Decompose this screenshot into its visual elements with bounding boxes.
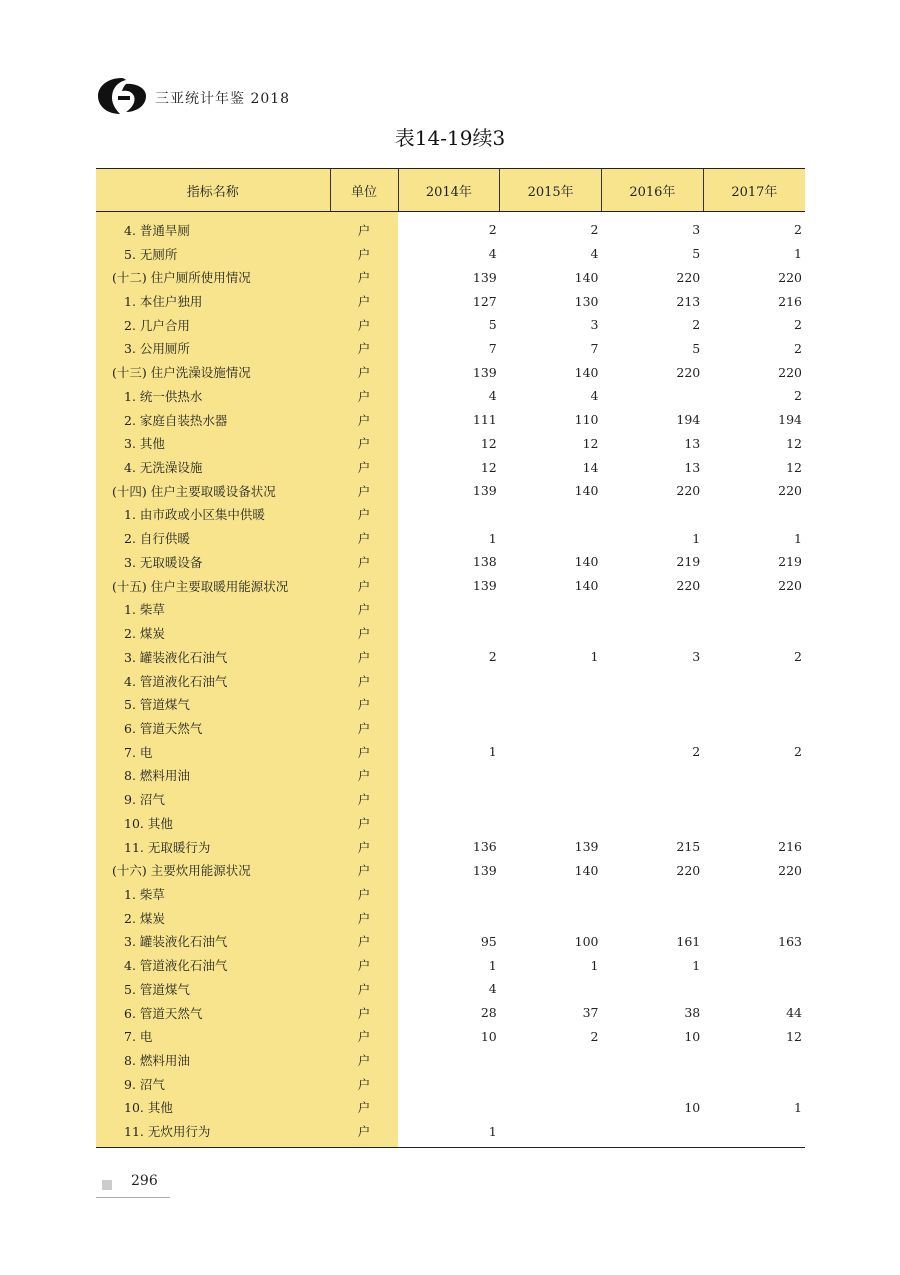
row-value-2015: 3 xyxy=(590,317,599,333)
row-value-2014: 139 xyxy=(472,483,497,499)
row-value-2014 xyxy=(398,811,500,835)
row-indicator-name: (十五) 住户主要取暖用能源状况 xyxy=(96,574,330,598)
table-row xyxy=(96,953,805,977)
row-indicator-name: 1. 本住户独用 xyxy=(96,289,330,313)
row-indicator-name: 7. 电 xyxy=(96,1024,330,1048)
row-value-2017: 220 xyxy=(778,578,802,594)
header-indicator-name: 指标名称 xyxy=(96,169,330,212)
table-row xyxy=(96,360,805,384)
row-value-2016 xyxy=(602,787,704,811)
table-row xyxy=(96,882,805,906)
table-title: 表14-19续3 xyxy=(394,126,506,150)
row-unit: 户 xyxy=(330,1048,398,1072)
row-value-2014: 4 xyxy=(488,246,497,262)
row-value-2015 xyxy=(500,1048,602,1072)
row-value-2015: 140 xyxy=(574,554,599,570)
table-row xyxy=(96,503,805,527)
row-indicator-name: (十六) 主要炊用能源状况 xyxy=(96,858,330,882)
statistics-table xyxy=(96,168,805,1148)
row-unit: 户 xyxy=(330,503,398,527)
header-year-2015: 2015年 xyxy=(500,169,602,212)
row-value-2016: 10 xyxy=(684,1028,701,1044)
row-value-2015: 139 xyxy=(574,839,599,855)
table-row xyxy=(96,645,805,669)
row-value-2015 xyxy=(500,598,602,622)
row-value-2014: 1 xyxy=(488,744,497,760)
row-value-2017 xyxy=(703,621,805,645)
row-value-2017: 219 xyxy=(778,554,802,570)
row-value-2014: 4 xyxy=(488,981,497,997)
row-value-2016 xyxy=(602,811,704,835)
row-value-2016 xyxy=(602,621,704,645)
row-indicator-name: 7. 电 xyxy=(96,740,330,764)
row-value-2017 xyxy=(703,716,805,740)
row-value-2016 xyxy=(602,882,704,906)
row-value-2014: 7 xyxy=(488,340,497,356)
row-unit: 户 xyxy=(330,787,398,811)
row-unit: 户 xyxy=(330,1096,398,1120)
row-value-2014 xyxy=(398,882,500,906)
table-row xyxy=(96,242,805,266)
table-row xyxy=(96,1119,805,1147)
table-row xyxy=(96,574,805,598)
row-value-2016 xyxy=(602,384,704,408)
row-value-2015 xyxy=(500,621,602,645)
row-value-2016: 5 xyxy=(692,246,701,262)
row-unit: 户 xyxy=(330,835,398,859)
row-value-2017: 12 xyxy=(786,459,802,475)
row-value-2017 xyxy=(703,787,805,811)
row-value-2015: 100 xyxy=(574,933,599,949)
table-row xyxy=(96,408,805,432)
table-row xyxy=(96,740,805,764)
row-value-2014 xyxy=(398,906,500,930)
row-value-2015: 140 xyxy=(574,364,599,380)
table-row xyxy=(96,835,805,859)
row-value-2017 xyxy=(703,906,805,930)
row-indicator-name: 11. 无炊用行为 xyxy=(96,1119,330,1147)
row-indicator-name: (十二) 住户厕所使用情况 xyxy=(96,265,330,289)
row-value-2016: 215 xyxy=(676,839,701,855)
row-value-2017: 12 xyxy=(786,1028,802,1044)
row-value-2014: 28 xyxy=(480,1005,497,1021)
row-unit: 户 xyxy=(330,1001,398,1025)
row-indicator-name: 1. 统一供热水 xyxy=(96,384,330,408)
row-value-2015 xyxy=(500,692,602,716)
row-unit: 户 xyxy=(330,408,398,432)
row-value-2016: 220 xyxy=(676,578,701,594)
row-value-2016 xyxy=(602,906,704,930)
row-value-2015 xyxy=(500,740,602,764)
row-value-2014: 4 xyxy=(488,388,497,404)
row-value-2014: 95 xyxy=(480,933,497,949)
row-value-2017: 163 xyxy=(778,933,802,949)
row-value-2015: 140 xyxy=(574,862,599,878)
row-value-2015: 140 xyxy=(574,269,599,285)
row-value-2015: 4 xyxy=(590,246,599,262)
row-unit: 户 xyxy=(330,953,398,977)
row-value-2015: 140 xyxy=(574,483,599,499)
row-value-2016: 1 xyxy=(692,530,701,546)
table-row xyxy=(96,906,805,930)
row-value-2017: 44 xyxy=(786,1005,802,1021)
table-row xyxy=(96,692,805,716)
row-value-2016 xyxy=(602,1072,704,1096)
table-row xyxy=(96,313,805,337)
row-value-2016: 220 xyxy=(676,269,701,285)
row-unit: 户 xyxy=(330,1024,398,1048)
row-value-2015 xyxy=(500,503,602,527)
table-body xyxy=(96,212,805,1148)
row-value-2016 xyxy=(602,503,704,527)
row-value-2015: 2 xyxy=(590,1028,599,1044)
row-value-2015: 12 xyxy=(582,435,599,451)
header-year-2014: 2014年 xyxy=(398,169,500,212)
row-value-2015: 1 xyxy=(590,957,599,973)
row-indicator-name: 1. 柴草 xyxy=(96,598,330,622)
row-value-2014 xyxy=(398,598,500,622)
row-unit: 户 xyxy=(330,716,398,740)
table-row xyxy=(96,289,805,313)
row-value-2017 xyxy=(703,503,805,527)
row-indicator-name: 4. 管道液化石油气 xyxy=(96,669,330,693)
table-row xyxy=(96,811,805,835)
row-unit: 户 xyxy=(330,242,398,266)
row-value-2017: 216 xyxy=(778,839,802,855)
row-value-2017: 220 xyxy=(778,269,802,285)
row-indicator-name: 2. 家庭自装热水器 xyxy=(96,408,330,432)
row-indicator-name: 10. 其他 xyxy=(96,811,330,835)
row-unit: 户 xyxy=(330,764,398,788)
row-value-2014: 1 xyxy=(488,530,497,546)
table-row xyxy=(96,858,805,882)
table-row xyxy=(96,479,805,503)
row-value-2017: 2 xyxy=(794,317,802,333)
row-value-2017 xyxy=(703,977,805,1001)
table-row xyxy=(96,455,805,479)
row-value-2016 xyxy=(602,1119,704,1147)
row-unit: 户 xyxy=(330,598,398,622)
row-unit: 户 xyxy=(330,265,398,289)
row-value-2017 xyxy=(703,953,805,977)
row-value-2016 xyxy=(602,669,704,693)
row-value-2014: 136 xyxy=(472,839,497,855)
row-value-2016: 1 xyxy=(692,957,701,973)
row-value-2016: 3 xyxy=(692,649,701,665)
row-value-2015: 37 xyxy=(582,1005,599,1021)
row-value-2015: 1 xyxy=(590,649,599,665)
row-indicator-name: 5. 管道煤气 xyxy=(96,977,330,1001)
row-indicator-name: 2. 煤炭 xyxy=(96,621,330,645)
row-unit: 户 xyxy=(330,740,398,764)
row-value-2014: 139 xyxy=(472,862,497,878)
row-indicator-name: 2. 煤炭 xyxy=(96,906,330,930)
row-indicator-name: 11. 无取暖行为 xyxy=(96,835,330,859)
row-unit: 户 xyxy=(330,384,398,408)
header-year-2017: 2017年 xyxy=(703,169,805,212)
row-indicator-name: 6. 管道天然气 xyxy=(96,1001,330,1025)
row-value-2014 xyxy=(398,1048,500,1072)
row-value-2014 xyxy=(398,787,500,811)
row-value-2015 xyxy=(500,526,602,550)
row-unit: 户 xyxy=(330,882,398,906)
row-value-2015: 110 xyxy=(574,412,599,428)
row-value-2017: 2 xyxy=(794,340,802,356)
row-value-2015 xyxy=(500,716,602,740)
row-value-2017 xyxy=(703,598,805,622)
row-value-2014 xyxy=(398,692,500,716)
row-indicator-name: 1. 由市政或小区集中供暖 xyxy=(96,503,330,527)
row-value-2015: 14 xyxy=(582,459,599,475)
table-row xyxy=(96,550,805,574)
row-indicator-name: (十四) 住户主要取暖设备状况 xyxy=(96,479,330,503)
row-value-2014: 2 xyxy=(488,649,497,665)
row-unit: 户 xyxy=(330,455,398,479)
table-row xyxy=(96,977,805,1001)
row-unit: 户 xyxy=(330,692,398,716)
row-value-2014 xyxy=(398,1096,500,1120)
table-row xyxy=(96,265,805,289)
row-value-2017: 2 xyxy=(794,649,802,665)
table-header-row xyxy=(96,169,805,212)
row-indicator-name: 3. 罐装液化石油气 xyxy=(96,645,330,669)
row-unit: 户 xyxy=(330,212,398,242)
table-row xyxy=(96,787,805,811)
row-value-2015 xyxy=(500,882,602,906)
row-value-2016: 5 xyxy=(692,340,701,356)
table-row xyxy=(96,212,805,242)
row-value-2016: 220 xyxy=(676,364,701,380)
table-row xyxy=(96,431,805,455)
row-value-2014 xyxy=(398,764,500,788)
row-value-2015 xyxy=(500,811,602,835)
row-value-2015 xyxy=(500,977,602,1001)
row-value-2016: 219 xyxy=(676,554,701,570)
row-unit: 户 xyxy=(330,479,398,503)
header-year-2016: 2016年 xyxy=(602,169,704,212)
row-value-2017: 220 xyxy=(778,483,802,499)
row-unit: 户 xyxy=(330,669,398,693)
table-row xyxy=(96,621,805,645)
row-value-2014: 127 xyxy=(472,293,497,309)
row-indicator-name: 10. 其他 xyxy=(96,1096,330,1120)
row-value-2014: 10 xyxy=(480,1028,497,1044)
row-indicator-name: 5. 无厕所 xyxy=(96,242,330,266)
row-unit: 户 xyxy=(330,526,398,550)
table-row xyxy=(96,930,805,954)
row-indicator-name: 9. 沼气 xyxy=(96,787,330,811)
row-indicator-name: 1. 柴草 xyxy=(96,882,330,906)
row-value-2015: 7 xyxy=(590,340,599,356)
row-value-2015 xyxy=(500,1072,602,1096)
row-value-2014 xyxy=(398,1072,500,1096)
table-row xyxy=(96,1001,805,1025)
row-value-2016 xyxy=(602,692,704,716)
table-row xyxy=(96,1024,805,1048)
row-value-2017 xyxy=(703,811,805,835)
row-value-2017: 220 xyxy=(778,364,802,380)
row-indicator-name: 4. 管道液化石油气 xyxy=(96,953,330,977)
row-value-2014: 2 xyxy=(488,222,497,238)
row-value-2016: 220 xyxy=(676,483,701,499)
row-unit: 户 xyxy=(330,1072,398,1096)
row-unit: 户 xyxy=(330,574,398,598)
table-row xyxy=(96,669,805,693)
row-unit: 户 xyxy=(330,1119,398,1147)
row-value-2017: 194 xyxy=(778,412,802,428)
row-value-2017: 1 xyxy=(794,246,802,262)
row-unit: 户 xyxy=(330,289,398,313)
row-indicator-name: 3. 无取暖设备 xyxy=(96,550,330,574)
row-indicator-name: 3. 其他 xyxy=(96,431,330,455)
row-value-2014 xyxy=(398,621,500,645)
row-value-2014 xyxy=(398,716,500,740)
page-number: 296 xyxy=(131,1173,158,1189)
row-unit: 户 xyxy=(330,550,398,574)
row-value-2016: 2 xyxy=(692,317,701,333)
row-value-2017: 1 xyxy=(794,1099,802,1115)
row-indicator-name: 3. 公用厕所 xyxy=(96,337,330,361)
row-value-2014: 111 xyxy=(472,412,497,428)
yearbook-logo xyxy=(96,74,148,116)
row-value-2016 xyxy=(602,598,704,622)
row-value-2015 xyxy=(500,764,602,788)
table-row xyxy=(96,598,805,622)
row-value-2014: 1 xyxy=(398,1119,500,1147)
row-value-2016: 38 xyxy=(684,1005,701,1021)
row-value-2017: 12 xyxy=(786,435,802,451)
table-row xyxy=(96,1072,805,1096)
row-unit: 户 xyxy=(330,431,398,455)
row-value-2015 xyxy=(500,1119,602,1147)
row-value-2017: 1 xyxy=(794,530,802,546)
row-indicator-name: 2. 几户合用 xyxy=(96,313,330,337)
header-unit: 单位 xyxy=(330,169,398,212)
row-value-2015 xyxy=(500,669,602,693)
table-row xyxy=(96,1096,805,1120)
row-unit: 户 xyxy=(330,906,398,930)
row-indicator-name: 9. 沼气 xyxy=(96,1072,330,1096)
row-value-2017 xyxy=(703,764,805,788)
row-value-2014 xyxy=(398,669,500,693)
row-value-2016 xyxy=(602,716,704,740)
row-value-2016: 213 xyxy=(676,293,701,309)
row-value-2015: 130 xyxy=(574,293,599,309)
row-value-2017 xyxy=(703,1072,805,1096)
row-indicator-name: 8. 燃料用油 xyxy=(96,1048,330,1072)
row-value-2014: 12 xyxy=(480,435,497,451)
row-unit: 户 xyxy=(330,360,398,384)
row-value-2016: 2 xyxy=(692,744,701,760)
row-value-2017 xyxy=(703,669,805,693)
row-value-2017 xyxy=(703,1119,805,1147)
row-value-2015: 4 xyxy=(590,388,599,404)
table-row xyxy=(96,764,805,788)
row-value-2016: 3 xyxy=(692,222,701,238)
row-unit: 户 xyxy=(330,621,398,645)
row-value-2016 xyxy=(602,764,704,788)
row-value-2014: 5 xyxy=(488,317,497,333)
page-marker xyxy=(102,1180,112,1190)
row-value-2017: 220 xyxy=(778,862,802,878)
row-value-2017: 2 xyxy=(794,388,802,404)
row-unit: 户 xyxy=(330,313,398,337)
table-row xyxy=(96,1048,805,1072)
row-indicator-name: 8. 燃料用油 xyxy=(96,764,330,788)
row-value-2014: 139 xyxy=(472,269,497,285)
row-unit: 户 xyxy=(330,811,398,835)
row-value-2015 xyxy=(500,787,602,811)
row-value-2014 xyxy=(398,503,500,527)
table-row xyxy=(96,716,805,740)
row-value-2014: 139 xyxy=(472,578,497,594)
table-row xyxy=(96,384,805,408)
row-value-2016 xyxy=(602,977,704,1001)
book-title: 三亚统计年鉴 2018 xyxy=(155,91,291,107)
row-indicator-name: 6. 管道天然气 xyxy=(96,716,330,740)
row-unit: 户 xyxy=(330,930,398,954)
row-indicator-name: 2. 自行供暖 xyxy=(96,526,330,550)
row-indicator-name: 4. 无洗澡设施 xyxy=(96,455,330,479)
row-unit: 户 xyxy=(330,337,398,361)
row-indicator-name: 5. 管道煤气 xyxy=(96,692,330,716)
row-value-2017: 2 xyxy=(794,744,802,760)
row-value-2016: 13 xyxy=(684,435,701,451)
row-value-2017: 216 xyxy=(778,293,802,309)
table-row xyxy=(96,526,805,550)
row-value-2015: 140 xyxy=(574,578,599,594)
row-value-2015 xyxy=(500,906,602,930)
row-value-2014: 139 xyxy=(472,364,497,380)
row-value-2016: 220 xyxy=(676,862,701,878)
row-value-2016: 194 xyxy=(676,412,701,428)
footer-rule xyxy=(96,1197,170,1198)
row-unit: 户 xyxy=(330,977,398,1001)
row-value-2017: 2 xyxy=(794,222,802,238)
row-value-2016: 13 xyxy=(684,459,701,475)
row-value-2014: 12 xyxy=(480,459,497,475)
row-value-2015: 2 xyxy=(590,222,599,238)
row-unit: 户 xyxy=(330,645,398,669)
row-value-2017 xyxy=(703,1048,805,1072)
table-row xyxy=(96,337,805,361)
row-value-2014: 1 xyxy=(488,957,497,973)
row-value-2016: 10 xyxy=(684,1099,701,1115)
row-value-2014: 138 xyxy=(472,554,497,570)
row-value-2017 xyxy=(703,882,805,906)
row-value-2016: 161 xyxy=(676,933,701,949)
row-value-2017 xyxy=(703,692,805,716)
row-value-2016 xyxy=(602,1048,704,1072)
row-value-2015 xyxy=(500,1096,602,1120)
row-indicator-name: 4. 普通旱厕 xyxy=(96,212,330,242)
row-indicator-name: (十三) 住户洗澡设施情况 xyxy=(96,360,330,384)
row-indicator-name: 3. 罐装液化石油气 xyxy=(96,930,330,954)
row-unit: 户 xyxy=(330,858,398,882)
